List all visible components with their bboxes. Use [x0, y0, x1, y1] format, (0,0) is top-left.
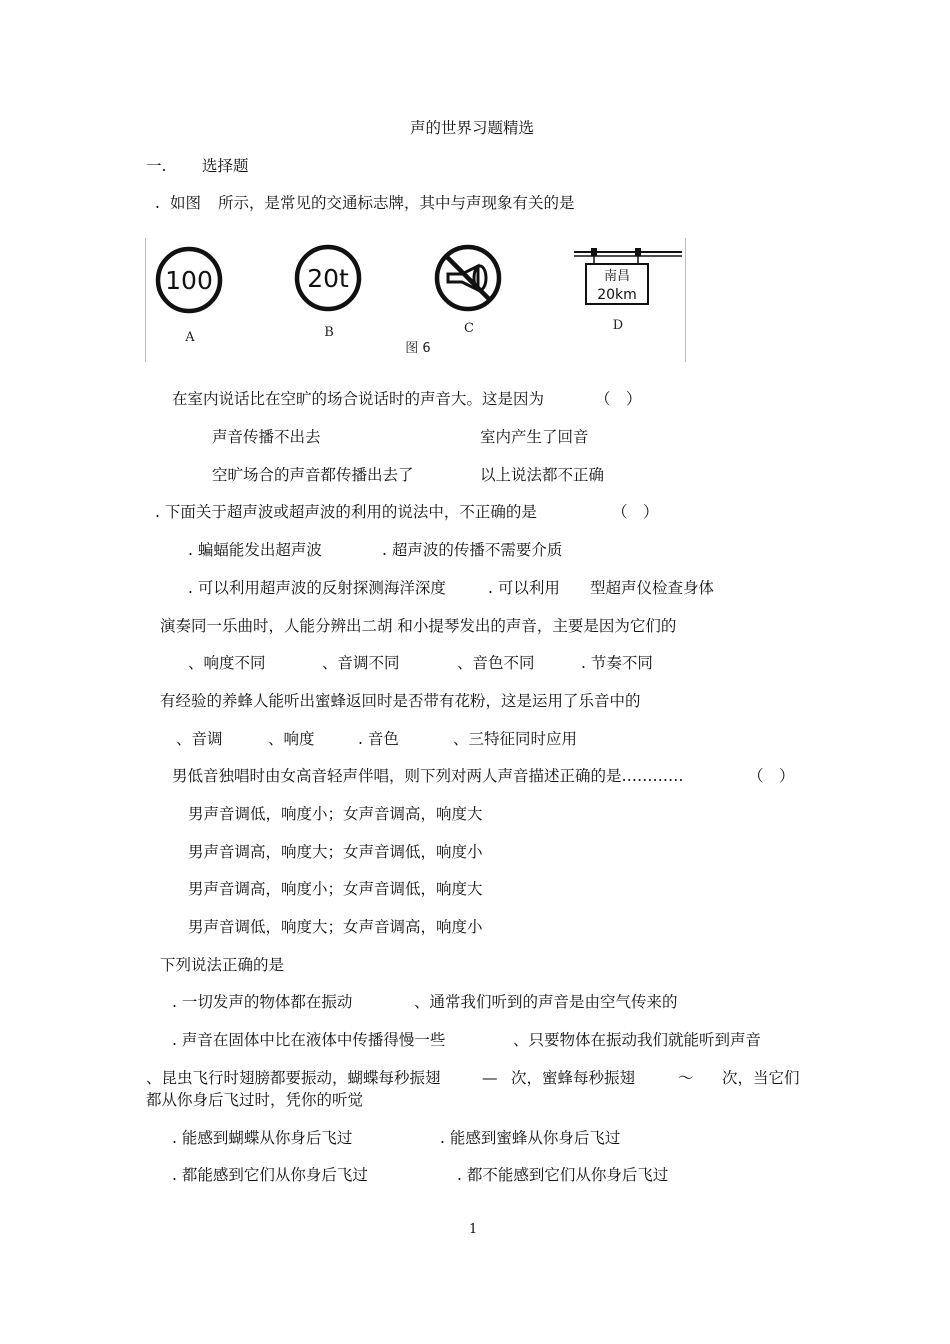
- question-3-option-d-2: 型超声仪检查身体: [590, 579, 715, 597]
- question-8-option-c: . 都能感到它们从你身后飞过: [172, 1166, 368, 1184]
- traffic-signs-figure: [145, 238, 686, 362]
- traffic-signs-svg: [146, 238, 685, 362]
- question-7-option-d: 、只要物体在振动我们就能听到声音: [513, 1031, 762, 1049]
- question-1-lead: .: [155, 194, 160, 212]
- sign-c-letter: C: [464, 321, 474, 336]
- question-8-text-d: 都从你身后飞过时，凭你的听觉: [146, 1091, 364, 1109]
- no-horn-sign-icon: [437, 247, 499, 309]
- sign-a-letter: A: [185, 330, 195, 345]
- question-8-text-c: 次，当它们: [722, 1069, 800, 1087]
- page-number: 1: [469, 1222, 478, 1237]
- question-5-option-a: 、音调: [176, 730, 223, 748]
- question-2-text: 在室内说话比在空旷的场合说话时的声音大。这是因为: [172, 390, 545, 408]
- question-3-option-a: . 蝙蝠能发出超声波: [188, 541, 322, 559]
- question-6-option-a: 男声音调低，响度小；女声音调高，响度大: [188, 805, 483, 823]
- question-7-option-a: . 一切发声的物体都在振动: [172, 993, 353, 1011]
- figure-caption: 图 6: [405, 341, 431, 356]
- section-number: 一.: [146, 157, 167, 175]
- question-3-option-c: . 可以利用超声波的反射探测海洋深度: [188, 579, 446, 597]
- question-4-option-a: 、响度不同: [188, 654, 266, 672]
- question-3-text: . 下面关于超声波或超声波的利用的说法中，不正确的是: [155, 503, 537, 521]
- question-2-option-a: 声音传播不出去: [212, 428, 321, 446]
- sign-b-text: 20t: [307, 264, 349, 293]
- question-7-text: 下列说法正确的是: [160, 956, 285, 974]
- question-3-option-d: . 可以利用: [488, 579, 560, 597]
- question-3-paren: （ ）: [612, 503, 659, 521]
- question-1-text: 如图: [170, 194, 202, 212]
- speed-limit-sign-icon: [158, 249, 220, 311]
- sign-d-letter: D: [612, 318, 624, 333]
- question-8-text-a: 、昆虫飞行时翅膀都要振动，蝴蝶每秒振翅: [146, 1069, 441, 1087]
- question-7-option-b: 、通常我们听到的声音是由空气传来的: [414, 993, 678, 1011]
- question-8-option-b: . 能感到蜜蜂从你身后飞过: [440, 1129, 621, 1147]
- question-4-option-c: 、音色不同: [457, 654, 535, 672]
- question-5-text: 有经验的养蜂人能听出蜜蜂返回时是否带有花粉，这是运用了乐音中的: [160, 692, 641, 710]
- question-8-dash: —: [482, 1069, 498, 1087]
- question-1-text-2: 所示，是常见的交通标志牌，其中与声现象有关的是: [218, 194, 575, 212]
- question-2-option-d: 以上说法都不正确: [480, 466, 605, 484]
- question-2-paren: （ ）: [595, 390, 642, 408]
- question-7-option-c: . 声音在固体中比在液体中传播得慢一些: [172, 1031, 446, 1049]
- section-label: 选择题: [202, 157, 249, 175]
- sign-b-letter: B: [324, 325, 334, 340]
- question-6-text: 男低音独唱时由女高音轻声伴唱，则下列对两人声音描述正确的是…………: [172, 767, 684, 785]
- question-8-option-d: . 都不能感到它们从你身后飞过: [457, 1166, 669, 1184]
- distance-sign-icon: [574, 248, 682, 304]
- question-6-option-d: 男声音调低，响度大；女声音调高，响度小: [188, 918, 483, 936]
- question-8-tilde: ～: [678, 1069, 694, 1087]
- question-5-option-b: 、响度: [268, 730, 315, 748]
- question-5-option-c: . 音色: [358, 730, 399, 748]
- question-8-option-a: . 能感到蝴蝶从你身后飞过: [172, 1129, 353, 1147]
- question-5-option-d: 、三特征同时应用: [453, 730, 578, 748]
- sign-a-text: 100: [165, 266, 213, 295]
- question-6-option-c: 男声音调高，响度小；女声音调低，响度大: [188, 880, 483, 898]
- sign-d-text-bottom: 20km: [597, 287, 637, 303]
- weight-limit-sign-icon: [297, 247, 359, 309]
- question-4-option-b: 、音调不同: [322, 654, 400, 672]
- question-6-option-b: 男声音调高，响度大；女声音调低，响度小: [188, 843, 483, 861]
- question-2-option-c: 空旷场合的声音都传播出去了: [212, 466, 414, 484]
- question-2-option-b: 室内产生了回音: [480, 428, 589, 446]
- question-4-option-d: . 节奏不同: [581, 654, 653, 672]
- question-3-option-b: . 超声波的传播不需要介质: [382, 541, 563, 559]
- question-6-paren: （ ）: [748, 767, 795, 785]
- sign-d-text-top: 南昌: [603, 269, 631, 284]
- question-8-text-b: 次，蜜蜂每秒振翅: [511, 1069, 636, 1087]
- question-4-text: 演奏同一乐曲时，人能分辨出二胡 和小提琴发出的声音，主要是因为它们的: [160, 617, 677, 635]
- page-title: 声的世界习题精选: [410, 119, 535, 137]
